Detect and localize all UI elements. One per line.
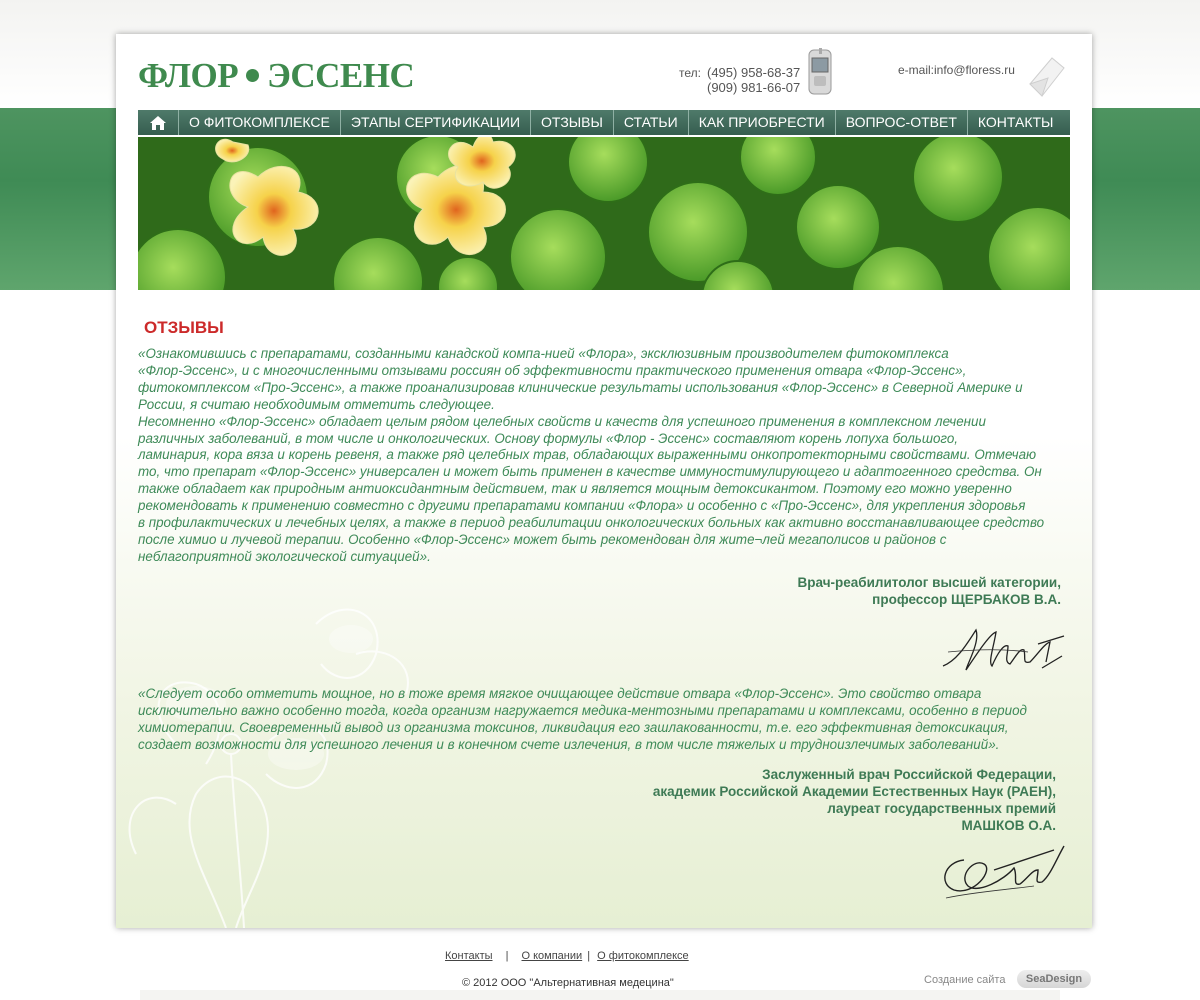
review-1-line: Несомненно «Флор-Эссенс» обладает целым рядом целебных свойств и качеств для успешного применения в комплексном лечении — [138, 413, 986, 429]
review-1-line: в профилактических и лечебных целях, а также в период реабилитации онкологических больных как активно восстанавливающее средство — [138, 515, 1045, 531]
site-creator-label: Создание сайта — [924, 974, 1006, 986]
nav-item-how-to-buy[interactable]: КАК ПРИОБРЕСТИ — [689, 110, 836, 135]
nav-item-articles[interactable]: СТАТЬИ — [614, 110, 689, 135]
footer-separator: | — [505, 950, 509, 962]
review-1-line: России, я считаю необходимым отметить следующее. — [138, 396, 495, 412]
footer-link-contacts[interactable]: Контакты — [445, 950, 493, 962]
nav-item-reviews[interactable]: ОТЗЫВЫ — [531, 110, 614, 135]
review-2-line: «Следует особо отметить мощное, но в тоже время мягкое очищающее действие отвара «Флор-Эссенс». Это свойство отвара — [138, 686, 982, 701]
logo-text-left: ФЛОР — [138, 56, 239, 95]
review-2-author-line: МАШКОВ О.А. — [961, 818, 1056, 833]
review-1-line: ламинария, кора вяза и корень ревеня, а также ряд целебных трав, обладающих выраженными онкопротекторными свойствами. Отмечаю — [138, 447, 1037, 463]
review-2-line: создает возможности для успешного лечения и в конечном счете излечения, в том числе тяжелых и трудноизлечимых заболеваний». — [138, 737, 1000, 752]
footer-link-company[interactable]: О компании — [521, 950, 583, 962]
review-2-line: исключительно важно особенно тогда, когда организм нагружается медика-ментозными препаратами и комплексами, особенно в период — [138, 703, 1027, 718]
nav-item-faq[interactable]: ВОПРОС-ОТВЕТ — [836, 110, 968, 135]
review-1-line: «Ознакомившись с препаратами, созданными канадской компа-нией «Флора», эксклюзивным производителем фитокомплекса — [138, 346, 949, 361]
page-title: ОТЗЫВЫ — [144, 318, 224, 337]
email-contact[interactable]: e-mail:info@floress.ru — [898, 63, 1015, 77]
nav-item-phytocomplex[interactable]: О ФИТОКОМПЛЕКСЕ — [179, 110, 341, 135]
logo-dot-icon — [246, 69, 259, 82]
phone-number-1: (495) 958-68-37 — [707, 65, 801, 80]
review-1-text — [138, 346, 1068, 566]
copyright-text: © 2012 ООО "Альтернативная медецина" — [462, 977, 674, 989]
review-1-author-line: профессор ЩЕРБАКОВ В.А. — [872, 592, 1061, 607]
review-1-line: различных заболеваний, в том числе и онкологических. Основу формулы «Флор - Эссенс» составляют корень лопуха большого, — [138, 430, 959, 446]
review-1-line: «Флор-Эссенс», и с многочисленными отзывами россиян об эффективности практического применения отвара «Флор-Эссенс», — [138, 362, 967, 378]
content-panel — [116, 34, 1092, 928]
review-1-line: рекомендовать к применению совместно с другими препаратами компании «Флора» и особенно с «Про-Эссенс», для укрепления здоровья — [138, 498, 1026, 514]
review-2-author-line: Заслуженный врач Российской Федерации, — [762, 767, 1056, 782]
signature-1-image — [938, 622, 1068, 674]
review-2-text — [138, 685, 1068, 753]
nav-home[interactable] — [138, 110, 179, 135]
review-1-line: неблагоприятной экологической ситуацией». — [138, 548, 431, 564]
review-1-line: после химио и лучевой терапии. Особенно «Флор-Эссенс» может быть рекомендован для жите¬лей мегаполисов и районов с — [138, 531, 947, 547]
review-2-author-line: лауреат государственных премий — [827, 801, 1056, 816]
review-1-line: также обладает как природным антиоксидантным действием, так и является мощным детоксикантом. Поэтому его можно уверенно — [138, 481, 1012, 497]
envelope-icon — [1024, 54, 1068, 100]
main-navigation — [138, 110, 1070, 135]
review-1-line: то, что препарат «Флор-Эссенс» универсален и может быть применен в качестве иммуностимулирующего и адаптогенного средства. Он — [138, 464, 1042, 480]
footer-separator: | — [587, 950, 591, 962]
review-2-author-line: академик Российской Академии Естественных Наук (РАЕН), — [652, 784, 1056, 799]
nasturtium-banner-image — [138, 137, 1070, 290]
review-1-author-line: Врач-реабилитолог высшей категории, — [797, 575, 1061, 590]
home-icon — [149, 115, 167, 131]
review-2-author — [653, 766, 1056, 834]
site-logo[interactable] — [138, 56, 414, 96]
seadesign-logo[interactable]: SeaDesign — [1017, 970, 1091, 988]
review-1-author — [798, 574, 1061, 608]
logo-text-right: ЭССЕНС — [267, 56, 415, 95]
review-2-line: химиотерапии. Своевременный вывод из организма токсинов, ликвидация его зашлакованности, т.е. его эффективная детоксикация, — [138, 720, 1009, 735]
footer-links — [445, 950, 689, 962]
signature-2-image — [934, 840, 1068, 904]
nav-item-contacts[interactable]: КОНТАКТЫ — [977, 114, 1054, 130]
bottom-strip — [140, 990, 1060, 1000]
nav-item-certification[interactable]: ЭТАПЫ СЕРТИФИКАЦИИ — [341, 110, 531, 135]
phone-label: тел: — [679, 66, 701, 80]
review-1-line: фитокомплексом «Про-Эссенс», а также проанализировав клинические результаты использования «Флор-Эссенс» в Северной Америке и — [138, 379, 1023, 395]
mobile-phone-icon — [806, 48, 834, 96]
phone-number-2: (909) 981-66-07 — [707, 80, 801, 95]
footer-link-phytocomplex[interactable]: О фитокомплексе — [597, 950, 689, 962]
